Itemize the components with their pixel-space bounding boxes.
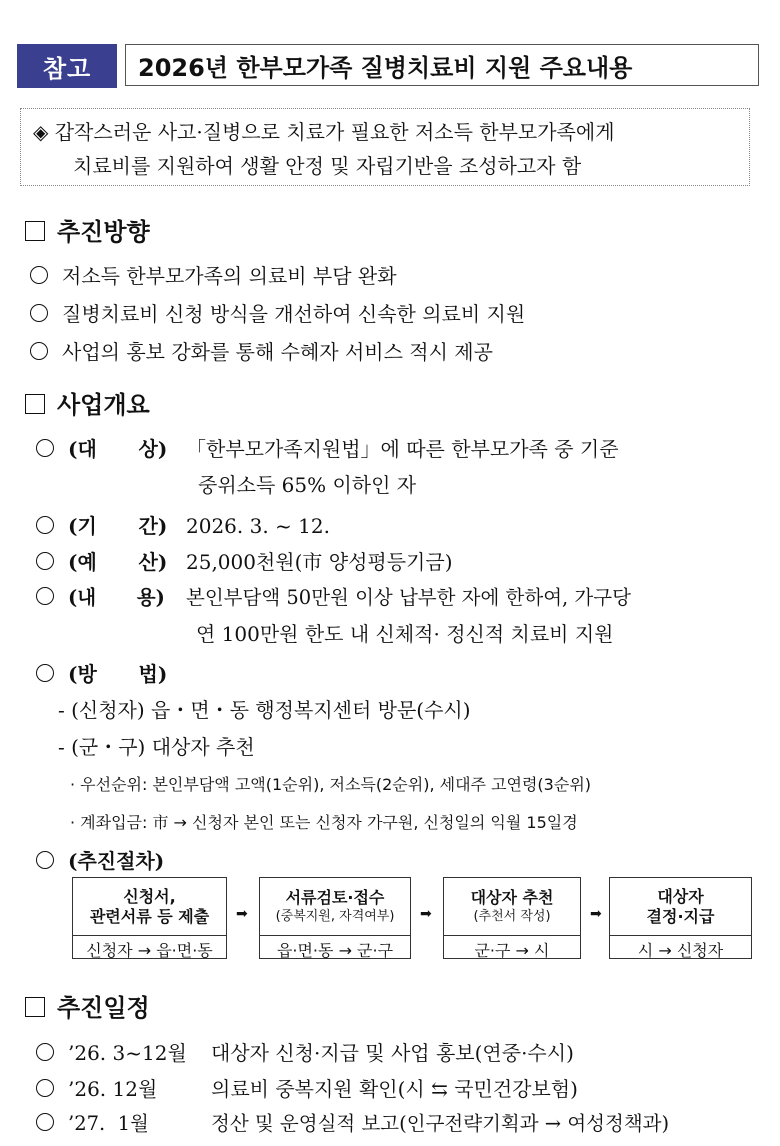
step-title: 서류검토·접수 — [285, 887, 385, 907]
budget-text: 25,000천원(市 양성평등기금) — [186, 550, 453, 574]
content-text: 본인부담액 50만원 이상 납부한 자에 한하여, 가구당 — [186, 586, 631, 609]
square-bullet-icon — [25, 394, 45, 414]
summary-line-1: ◈ 갑작스러운 사고·질병으로 치료가 필요한 저소득 한부모가족에게 — [33, 120, 615, 144]
circle-bullet-icon — [36, 1043, 54, 1061]
overview-content — [36, 582, 631, 610]
period-text: 2026. 3. ~ 12. — [186, 514, 330, 538]
step-actor: 신청자 → 읍·면·동 — [86, 940, 213, 960]
right-arrow-icon: ➡ — [420, 906, 432, 922]
target-text-continued: 중위소득 65% 이하인 자 — [198, 473, 417, 497]
schedule-when: ’26. 12월 — [68, 1077, 158, 1101]
schedule-item — [36, 1108, 669, 1136]
summary-box — [20, 108, 750, 186]
step-title: 대상자 추천 — [470, 887, 554, 907]
schedule-what: 정산 및 운영실적 보고(인구전략기획과 → 여성정책과) — [211, 1112, 670, 1135]
square-bullet-icon — [25, 221, 45, 241]
method-label: (방 법) — [68, 662, 168, 686]
circle-bullet-icon — [36, 664, 54, 682]
step-title: 대상자 — [657, 886, 704, 906]
method-item: - (신청자) 읍・면・동 행정복지센터 방문(수시) — [58, 698, 471, 722]
overview-heading-text: 사업개요 — [57, 391, 150, 419]
document-title: 2026년 한부모가족 질병치료비 지원 주요내용 — [125, 44, 759, 86]
budget-label: (예 산) — [68, 550, 168, 574]
overview-budget — [36, 546, 453, 575]
direction-heading — [25, 212, 150, 247]
circle-bullet-icon — [36, 516, 54, 534]
step-subtitle: (추천서 작성) — [473, 908, 551, 924]
summary-line-2: 치료비를 지원하여 생활 안정 및 자립기반을 조성하고자 함 — [73, 154, 582, 178]
content-label: (내 용) — [68, 586, 165, 609]
schedule-heading — [25, 988, 150, 1023]
reference-badge: 참고 — [17, 44, 117, 88]
circle-bullet-icon — [36, 1113, 54, 1131]
step-actor: 읍·면·동 → 군·구 — [276, 940, 394, 960]
circle-bullet-icon — [36, 851, 54, 869]
note-line: · 계좌입금: 市 → 신청자 본인 또는 신청자 가구원, 신청일의 익월 15일경 — [70, 813, 578, 832]
schedule-item — [36, 1037, 574, 1066]
circle-bullet-icon — [30, 342, 48, 360]
step-title-2: 결정·지급 — [646, 906, 715, 926]
square-bullet-icon — [25, 997, 45, 1017]
direction-item — [30, 336, 493, 365]
schedule-what: 대상자 신청·지급 및 사업 홍보(연중·수시) — [211, 1041, 574, 1065]
procedure-label: (추진절차) — [68, 849, 165, 873]
step-actor: 시 → 신청자 — [637, 940, 724, 960]
step-title: 신청서, — [123, 886, 176, 906]
circle-bullet-icon — [30, 304, 48, 322]
overview-target — [36, 433, 619, 462]
step-subtitle: (중복지원, 자격여부) — [275, 908, 395, 924]
direction-item — [30, 260, 397, 289]
direction-item-text: 사업의 홍보 강화를 통해 수혜자 서비스 적시 제공 — [62, 340, 493, 364]
circle-bullet-icon — [36, 587, 54, 605]
procedure-step — [259, 877, 411, 959]
schedule-heading-text: 추진일정 — [57, 994, 150, 1022]
schedule-item — [36, 1073, 578, 1102]
method-item: - (군・구) 대상자 추천 — [58, 735, 255, 759]
circle-bullet-icon — [30, 266, 48, 284]
target-text: 「한부모가족지원법」에 따른 한부모가족 중 기준 — [186, 437, 619, 461]
right-arrow-icon: ➡ — [590, 906, 602, 922]
schedule-what: 의료비 중복지원 확인(시 ⇆ 국민건강보험) — [211, 1077, 578, 1101]
circle-bullet-icon — [36, 1079, 54, 1097]
step-title-2: 관련서류 등 제출 — [89, 906, 210, 926]
procedure-step — [609, 877, 752, 959]
note-line: · 우선순위: 본인부담액 고액(1순위), 저소득(2순위), 세대주 고연령(3순위) — [70, 775, 592, 794]
procedure-step — [443, 877, 581, 959]
overview-period — [36, 510, 330, 539]
content-text-continued: 연 100만원 한도 내 신체적· 정신적 치료비 지원 — [196, 622, 614, 646]
target-label: (대 상) — [68, 437, 168, 461]
period-label: (기 간) — [68, 514, 168, 538]
step-actor: 군·구 → 시 — [474, 940, 550, 960]
overview-method — [36, 658, 167, 687]
procedure-step — [72, 877, 227, 959]
right-arrow-icon: ➡ — [236, 906, 248, 922]
direction-item-text: 질병치료비 신청 방식을 개선하여 신속한 의료비 지원 — [62, 302, 526, 326]
circle-bullet-icon — [36, 439, 54, 457]
direction-heading-text: 추진방향 — [57, 218, 150, 246]
direction-item-text: 저소득 한부모가족의 의료비 부담 완화 — [62, 264, 397, 288]
schedule-when: ’27. 1월 — [68, 1112, 149, 1135]
overview-heading — [25, 385, 150, 420]
circle-bullet-icon — [36, 552, 54, 570]
overview-procedure — [36, 845, 164, 874]
schedule-when: ’26. 3~12월 — [68, 1041, 187, 1065]
direction-item — [30, 298, 525, 327]
